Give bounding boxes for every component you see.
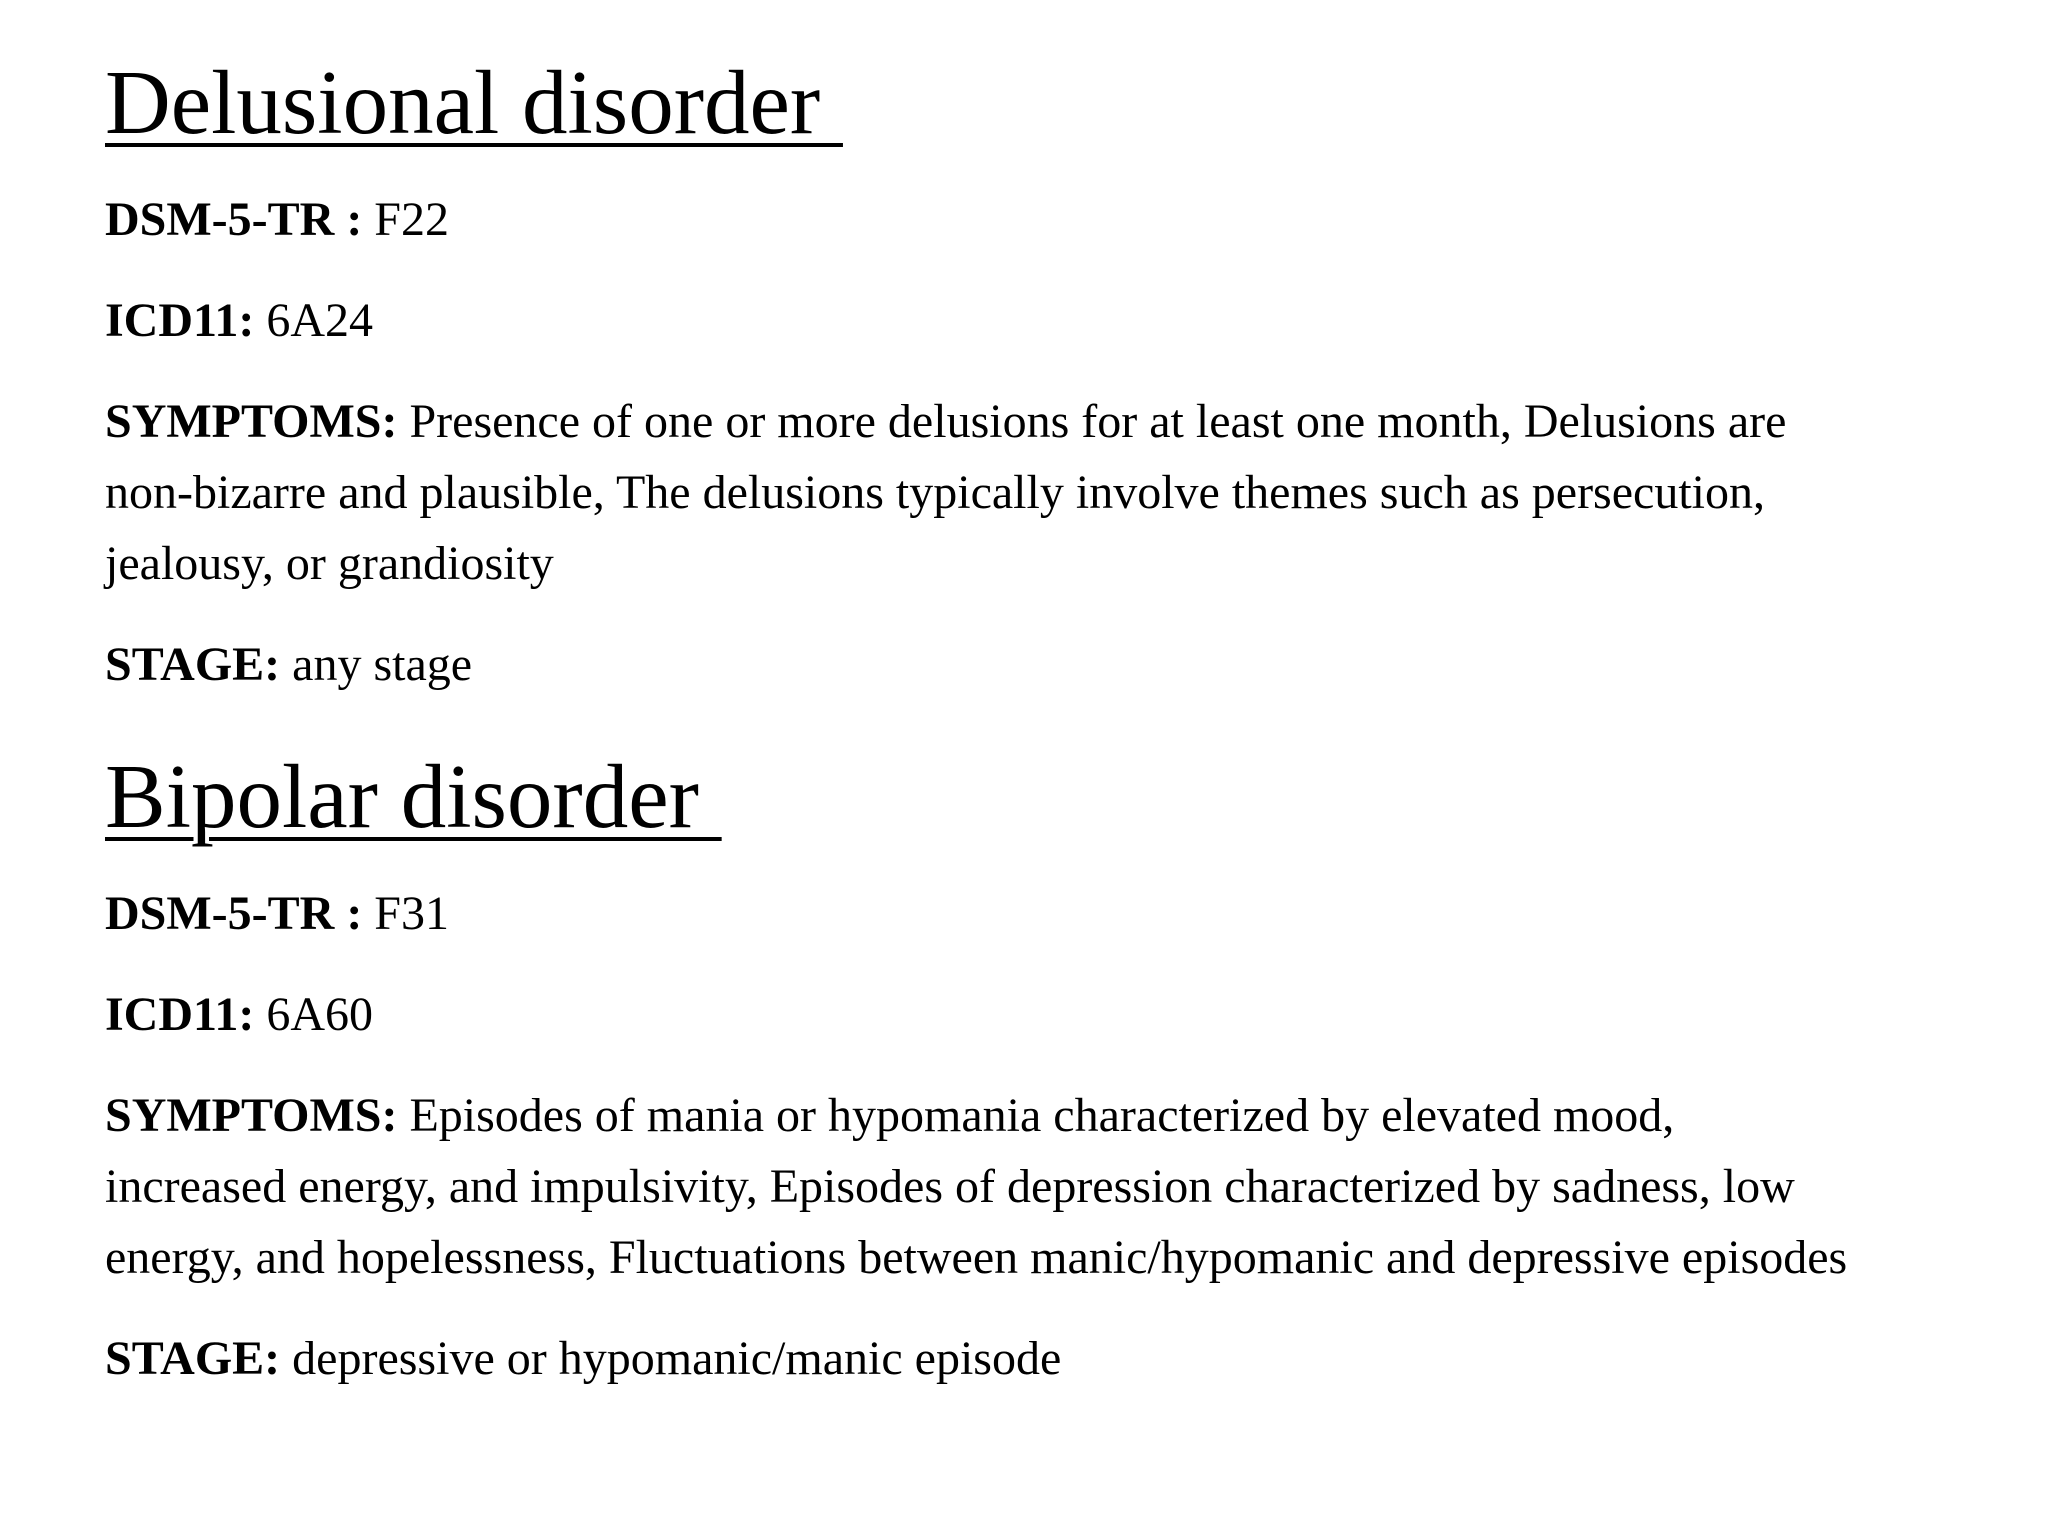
icd-label: ICD11:	[105, 293, 255, 347]
icd-code-row	[105, 285, 1865, 356]
dsm-label: DSM-5-TR :	[105, 192, 363, 246]
stage-row	[105, 1323, 1865, 1394]
section-title: Delusional disorder	[105, 52, 843, 153]
symptoms-row	[105, 386, 1865, 599]
stage-value: any stage	[292, 637, 473, 691]
symptoms-value: Episodes of mania or hypomania characterized by elevated mood, increased energy, and impulsivity, Episodes of depression characterized by sadness, low energy, and hopelessness, Fluctuations between manic/hypomanic and depressive episodes	[105, 1088, 1848, 1284]
symptoms-row	[105, 1080, 1865, 1293]
dsm-label: DSM-5-TR :	[105, 886, 363, 940]
section-spacer	[105, 730, 1865, 746]
icd-value: 6A24	[266, 293, 374, 347]
icd-code-row	[105, 979, 1865, 1050]
icd-label: ICD11:	[105, 987, 255, 1041]
stage-label: STAGE:	[105, 1331, 281, 1385]
section-bipolar-disorder	[105, 746, 1865, 1394]
dsm-value: F31	[374, 886, 449, 940]
section-delusional-disorder	[105, 52, 1865, 700]
section-title: Bipolar disorder	[105, 745, 722, 847]
stage-value: depressive or hypomanic/manic episode	[292, 1331, 1062, 1385]
stage-label: STAGE:	[105, 637, 281, 691]
icd-value: 6A60	[266, 987, 374, 1041]
stage-row	[105, 629, 1865, 700]
dsm-code-row	[105, 184, 1865, 255]
document-page	[105, 52, 1865, 1424]
dsm-code-row	[105, 878, 1865, 949]
symptoms-label: SYMPTOMS:	[105, 1088, 398, 1142]
symptoms-value: Presence of one or more delusions for at least one month, Delusions are non-bizarre and plausible, The delusions typically involve themes such as persecution, jealousy, or grandiosity	[105, 394, 1787, 590]
symptoms-label: SYMPTOMS:	[105, 394, 398, 448]
dsm-value: F22	[374, 192, 449, 246]
